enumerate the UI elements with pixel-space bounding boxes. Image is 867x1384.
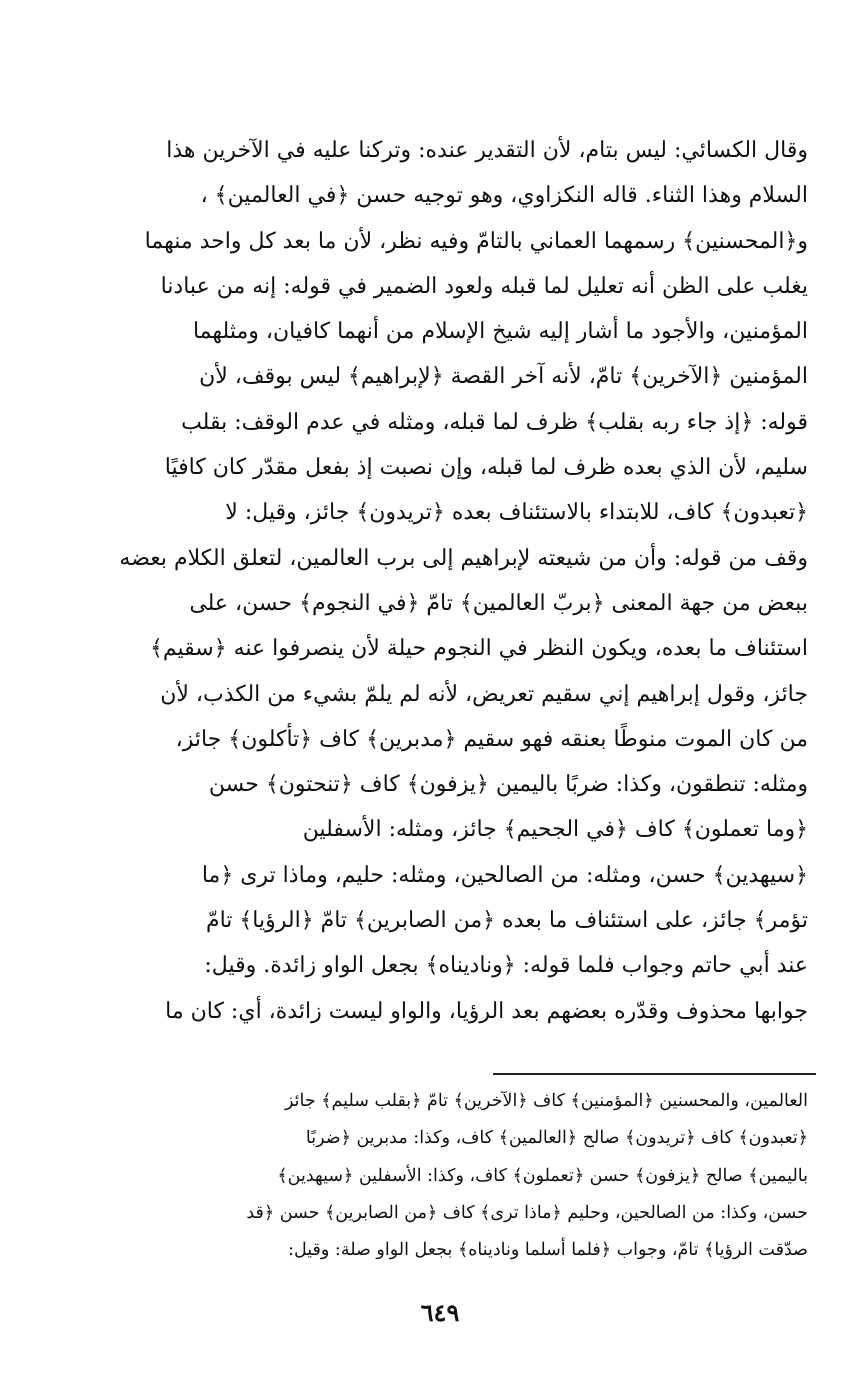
main-text-line: المؤمنين ﴿الآخرين﴾ تامّ، لأنه آخر القصة ﴿لإبراهيم﴾ ليس بوقف، لأن [199,364,808,390]
footnote-line: ﴿تعبدون﴾ كاف ﴿تريدون﴾ صالح ﴿العالمين﴾ كاف، وكذا: مدبرين ﴿ضربًا [305,1128,808,1149]
main-text-line: و﴿المحسنين﴾ رسمهما العماني بالتامّ وفيه نظر، لأن ما بعد كل واحد منهما [144,228,808,254]
main-text-line: وقال الكسائي: ليس بتام، لأن التقدير عنده: وتركنا عليه في الآخرين هذا [166,138,808,163]
footnote-line: حسن، وكذا: من الصالحين، وحليم ﴿ماذا ترى﴾ كاف ﴿من الصابرين﴾ حسن ﴿قد [246,1202,808,1223]
footnote-line: صدّقت الرؤيا﴾ تامّ، وجواب ﴿فلما أسلما وناديناه﴾ بجعل الواو صلة: وقيل: [288,1240,808,1261]
main-text-line: ومثله: تنطقون، وكذا: ضربًا باليمين ﴿يزفون﴾ كاف ﴿تنحتون﴾ حسن [208,772,808,798]
main-text-line: وقف من قوله: وأن من شيعته لإبراهيم إلى برب العالمين، لتعلق الكلام بعضه [119,545,808,571]
footnote-line: باليمين﴾ صالح ﴿يزفون﴾ حسن ﴿تعملون﴾ كاف، وكذا: الأسفلين ﴿سيهدين﴾ [277,1165,808,1186]
main-text-line: عند أبي حاتم وجواب فلما قوله: ﴿وناديناه﴾ بجعل الواو زائدة. وقيل: [204,953,808,979]
main-text-line: جوابها محذوف وقدّره بعضهم بعد الرؤيا، والواو ليست زائدة، أي: كان ما [165,998,808,1024]
main-text-line: المؤمنين، والأجود ما أشار إليه شيخ الإسلام من أنهما كافيان، ومثلهما [192,319,808,345]
main-text-line: سليم، لأن الذي بعده ظرف لما قبله، وإن نصبت إذ بفعل مقدّر كان كافيًا [164,455,808,481]
main-text-line: جائز، وقول إبراهيم إني سقيم تعريض، لأنه لم يلمّ بشيء من الكذب، لأن [160,681,808,707]
main-text-line: قوله: ﴿إذ جاء ربه بقلب﴾ ظرف لما قبله، ومثله في عدم الوقف: بقلب [181,409,808,435]
footnote-separator [493,1073,816,1075]
main-text-line: ﴿وما تعملون﴾ كاف ﴿في الجحيم﴾ جائز، ومثله: الأسفلين [302,817,808,843]
main-text-line: السلام وهذا الثناء. قاله النكزاوي، وهو توجيه حسن ﴿في العالمين﴾ ، [200,183,808,209]
main-text-line: يغلب على الظن أنه تعليل لما قبله ولعود الضمير في قوله: إنه من عبادنا [160,273,808,299]
main-text-block [80,128,808,1034]
main-text-line: استئناف ما بعده، ويكون النظر في النجوم حيلة لأن ينصرفوا عنه ﴿سقيم﴾ [149,636,808,662]
footnote-block [80,1083,808,1269]
main-text-line: من كان الموت منوطًا بعنقه فهو سقيم ﴿مدبرين﴾ كاف ﴿تأكلون﴾ جائز، [175,726,808,752]
footnote-line: العالمين، والمحسنين ﴿المؤمنين﴾ كاف ﴿الآخرين﴾ تامّ ﴿بقلب سليم﴾ جائز [285,1091,808,1111]
main-text-line: ببعض من جهة المعنى ﴿بربّ العالمين﴾ تامّ ﴿في النجوم﴾ حسن، على [189,590,808,616]
page-number: ٦٤٩ [420,1298,460,1327]
main-text-line: تؤمر﴾ جائز، على استئناف ما بعده ﴿من الصابرين﴾ تامّ ﴿الرؤيا﴾ تامّ [205,908,808,934]
main-text-line: ﴿سيهدين﴾ حسن، ومثله: من الصالحين، ومثله: حليم، وماذا ترى ﴿ما [201,862,808,888]
main-text-line: ﴿تعبدون﴾ كاف، للابتداء بالاستئناف بعده ﴿تريدون﴾ جائز، وقيل: لا [225,500,808,526]
